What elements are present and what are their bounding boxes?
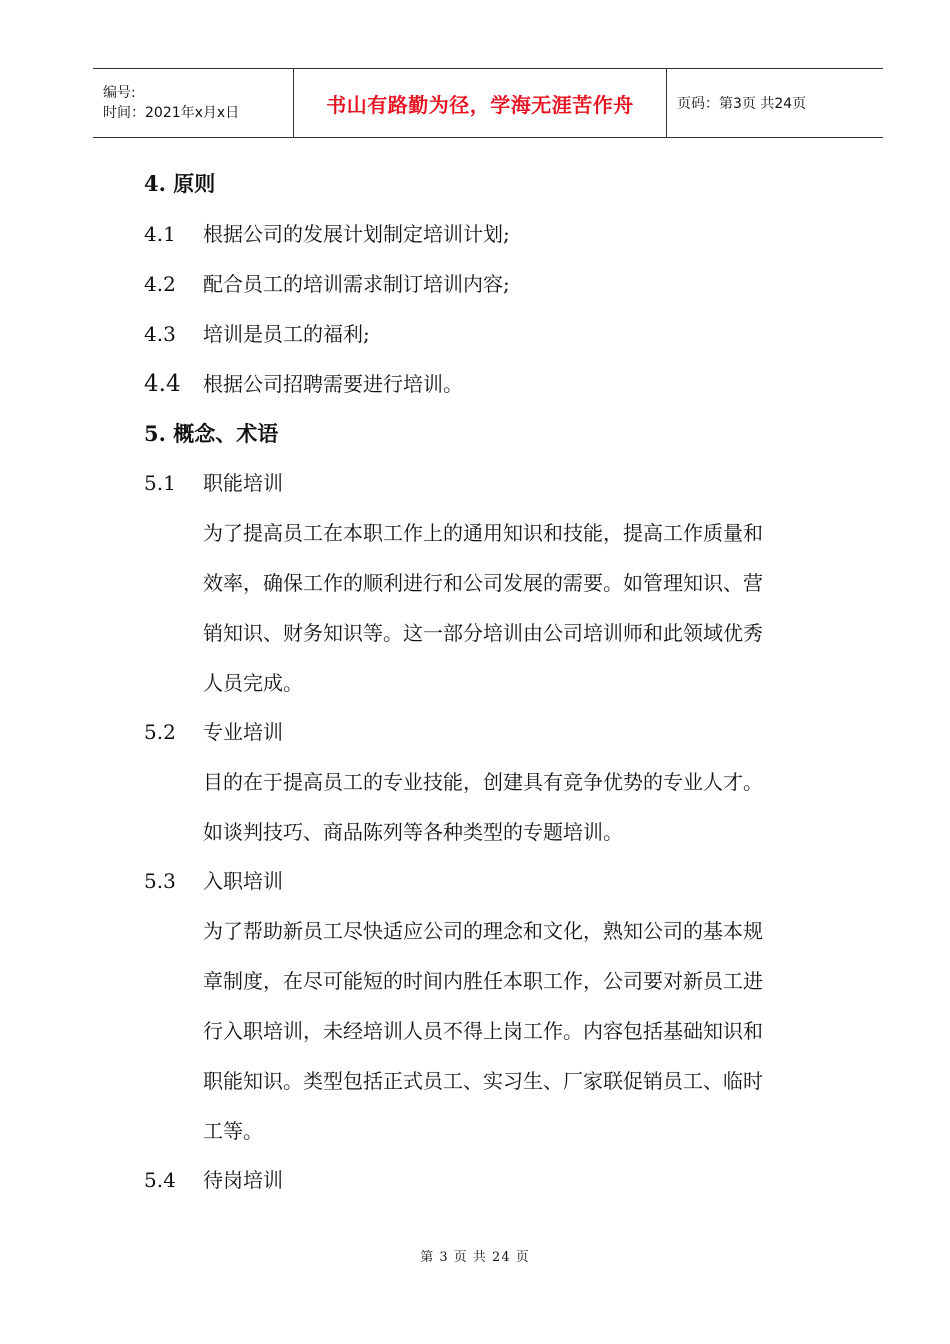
item-number: 5.2 bbox=[144, 720, 176, 744]
item-number: 4.4 bbox=[144, 371, 181, 397]
page-header bbox=[93, 68, 883, 138]
paragraph-5-2 bbox=[203, 757, 843, 857]
paragraph-5-3 bbox=[203, 906, 843, 1156]
document-number-label: 编号: bbox=[103, 85, 136, 101]
paragraph-line: 如谈判技巧、商品陈列等各种类型的专题培训。 bbox=[203, 820, 623, 844]
item-number: 5.4 bbox=[144, 1168, 176, 1192]
item-text: 配合员工的培训需求制订培训内容; bbox=[203, 272, 510, 296]
page-footer: 第 3 页 共 24 页 bbox=[420, 1250, 530, 1265]
document-time-label: 时间：2021年x月x日 bbox=[103, 105, 240, 121]
header-motto: 书山有路勤为径，学海无涯苦作舟 bbox=[294, 69, 667, 137]
paragraph-line: 职能知识。类型包括正式员工、实习生、厂家联促销员工、临时 bbox=[203, 1069, 763, 1093]
item-number: 4.2 bbox=[144, 272, 176, 296]
paragraph-line: 为了帮助新员工尽快适应公司的理念和文化，熟知公司的基本规 bbox=[203, 919, 763, 943]
section-title: 4. 原则 bbox=[144, 171, 216, 196]
paragraph-line: 行入职培训，未经培训人员不得上岗工作。内容包括基础知识和 bbox=[203, 1019, 763, 1043]
item-text: 培训是员工的福利; bbox=[203, 322, 370, 346]
paragraph-line: 工等。 bbox=[203, 1119, 263, 1143]
item-number: 5.1 bbox=[144, 471, 176, 495]
item-text: 根据公司的发展计划制定培训计划; bbox=[203, 222, 510, 246]
paragraph-line: 人员完成。 bbox=[203, 671, 303, 695]
item-number: 4.3 bbox=[144, 322, 176, 346]
item-text: 专业培训 bbox=[203, 720, 283, 744]
header-meta bbox=[93, 69, 294, 137]
paragraph-line: 章制度，在尽可能短的时间内胜任本职工作，公司要对新员工进 bbox=[203, 969, 763, 993]
paragraph-line: 目的在于提高员工的专业技能，创建具有竞争优势的专业人才。 bbox=[203, 770, 763, 794]
paragraph-line: 效率，确保工作的顺利进行和公司发展的需要。如管理知识、营 bbox=[203, 571, 763, 595]
item-text: 待岗培训 bbox=[203, 1168, 283, 1192]
item-text: 根据公司招聘需要进行培训。 bbox=[203, 372, 463, 396]
item-text: 入职培训 bbox=[203, 869, 283, 893]
item-number: 5.3 bbox=[144, 869, 176, 893]
header-page-info: 页码：第3页 共24页 bbox=[677, 96, 807, 112]
paragraph-line: 销知识、财务知识等。这一部分培训由公司培训师和此领域优秀 bbox=[203, 621, 763, 645]
paragraph-5-1 bbox=[203, 508, 843, 708]
item-number: 4.1 bbox=[144, 222, 176, 246]
paragraph-line: 为了提高员工在本职工作上的通用知识和技能，提高工作质量和 bbox=[203, 521, 763, 545]
item-text: 职能培训 bbox=[203, 471, 283, 495]
section-title: 5. 概念、术语 bbox=[144, 421, 279, 446]
